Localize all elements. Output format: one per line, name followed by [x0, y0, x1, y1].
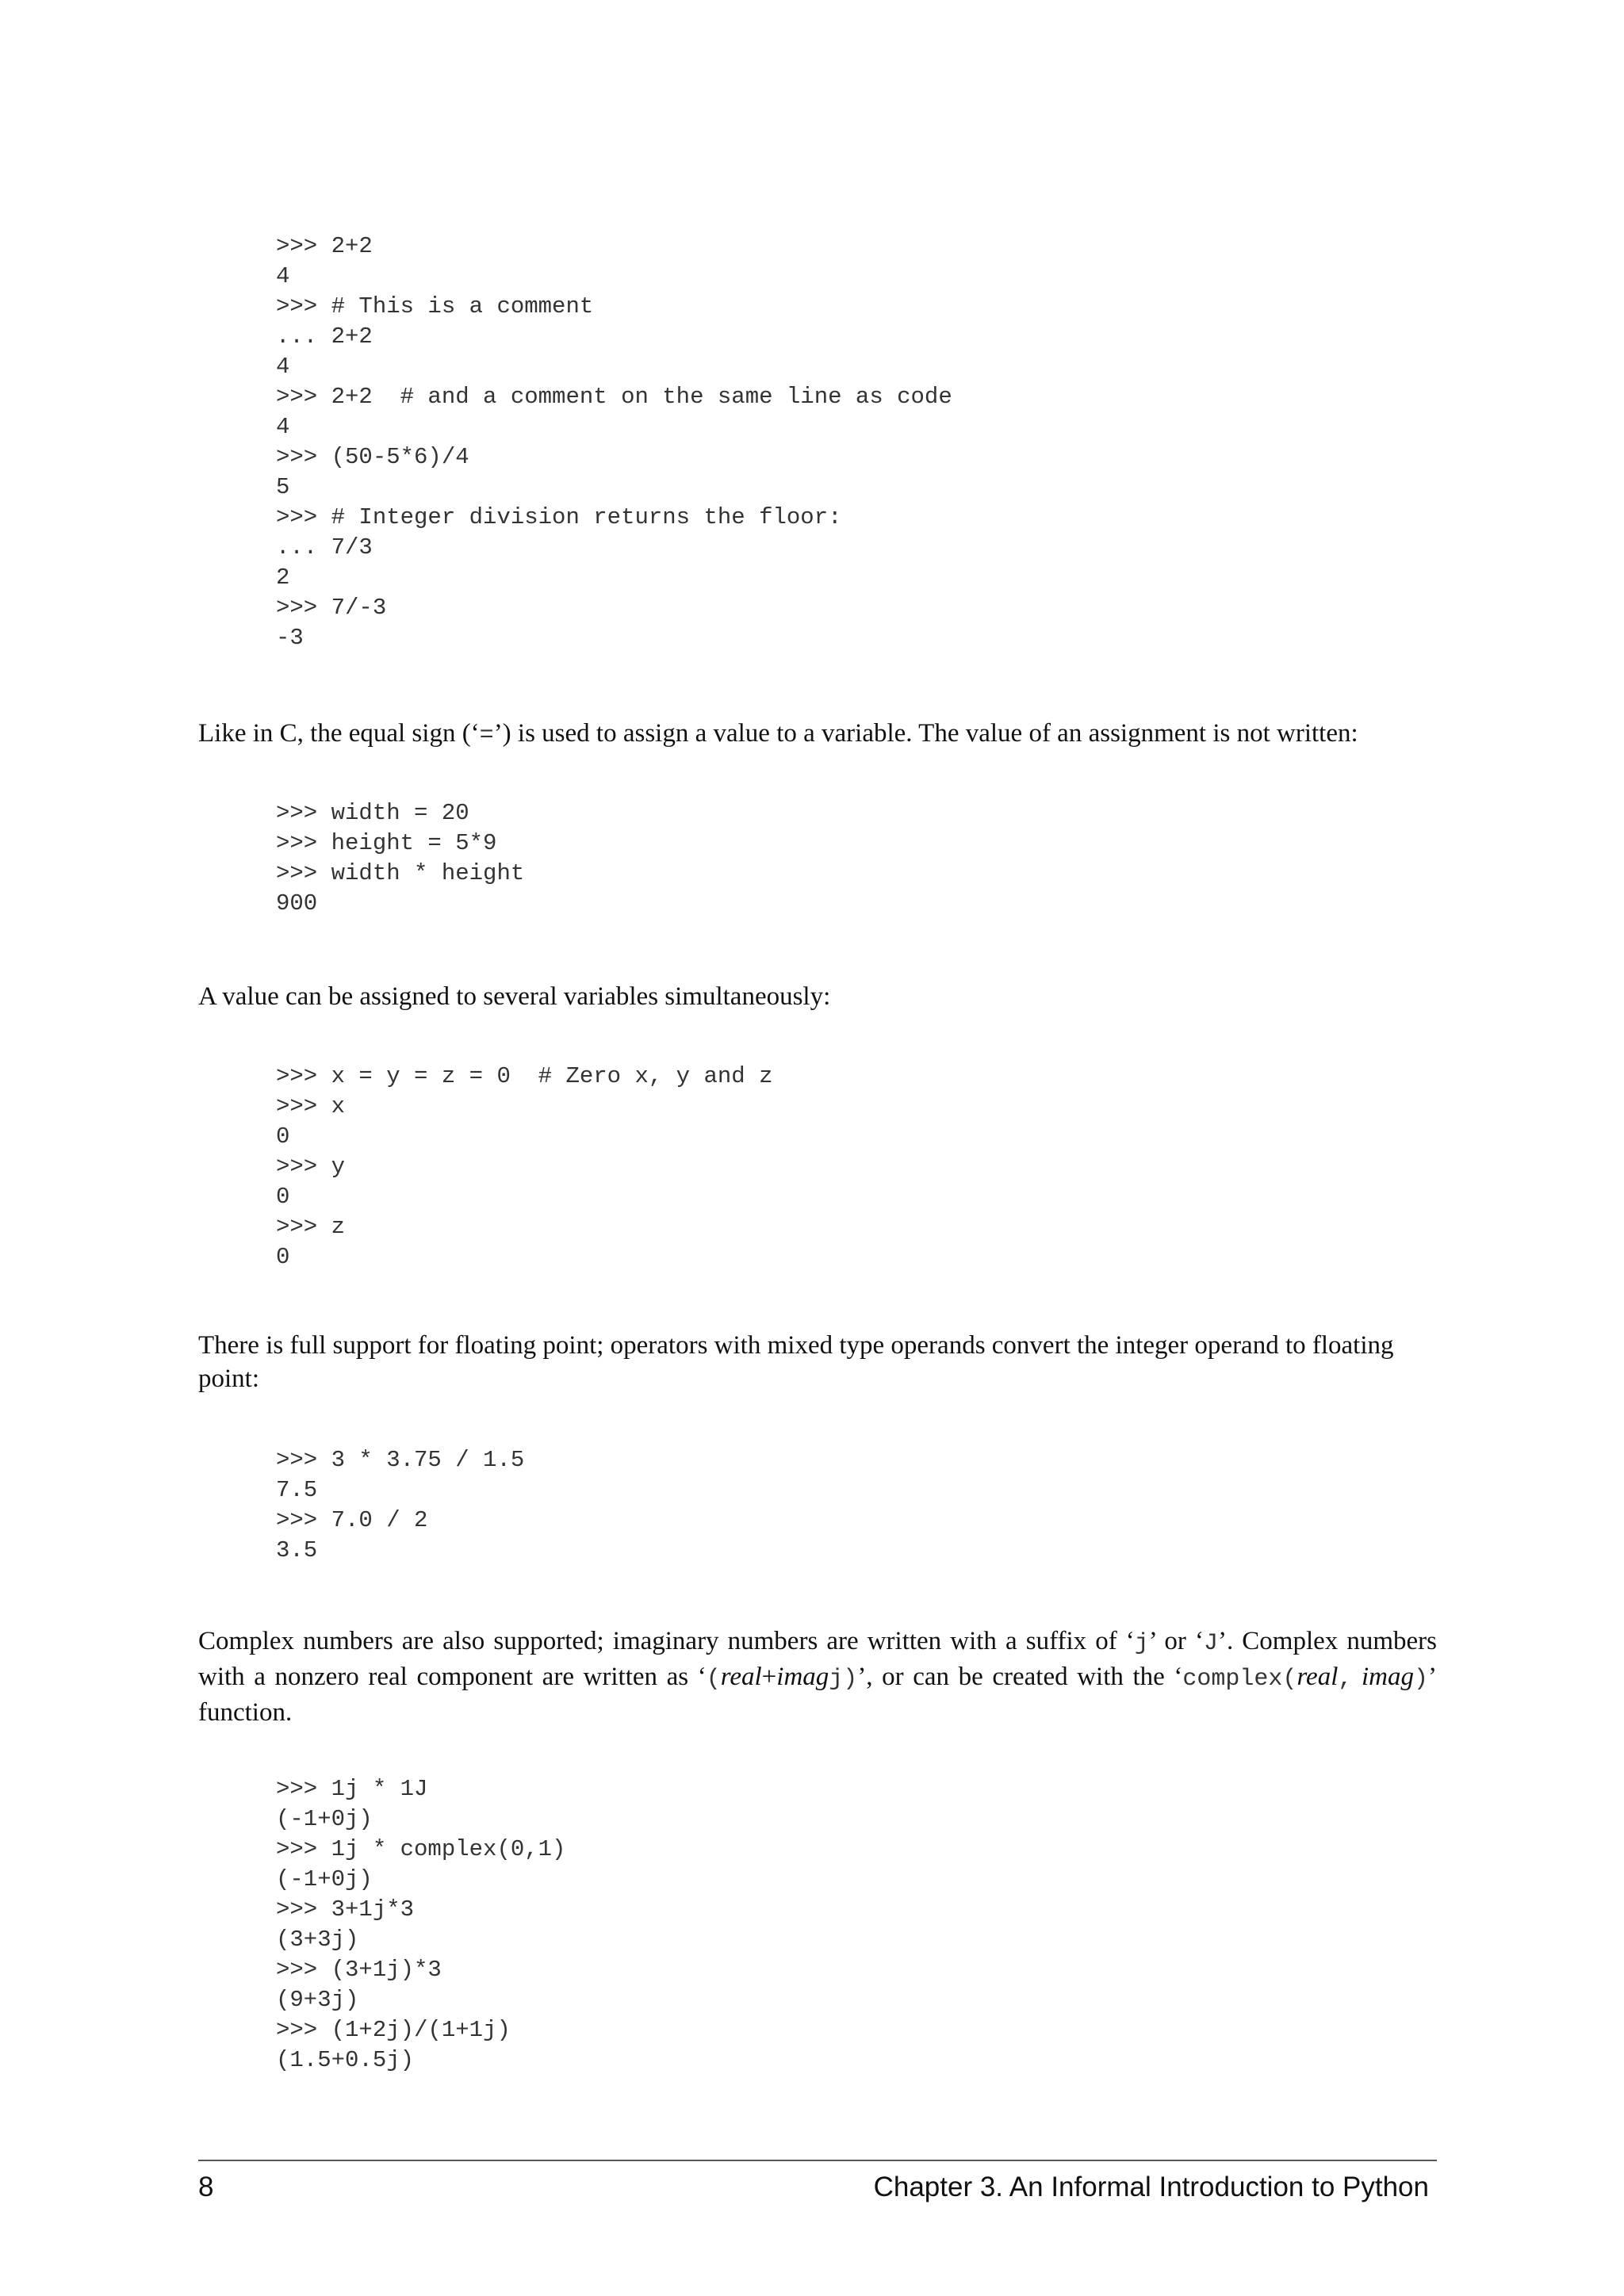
document-page	[198, 0, 1437, 2296]
code-line: >>> z	[276, 1214, 346, 1240]
code-line: >>> # Integer division returns the floor:	[276, 504, 842, 530]
code-line: >>> 2+2	[276, 233, 373, 259]
footer-rule	[198, 2160, 1437, 2161]
code-line: (3+3j)	[276, 1927, 359, 1953]
code-line: 3.5	[276, 1537, 318, 1563]
paragraph-assignment: Like in C, the equal sign (‘=’) is used to assign a value to a variable. The value of an assignment is not written:	[198, 719, 1358, 749]
code-line: 0	[276, 1123, 290, 1150]
code-line: ... 2+2	[276, 323, 373, 350]
code-line: 4	[276, 414, 290, 440]
code-line: 5	[276, 474, 290, 500]
code-line: >>> 1j * 1J	[276, 1776, 428, 1802]
page-number: 8	[198, 2172, 214, 2202]
code-line: >>> 1j * complex(0,1)	[276, 1836, 566, 1862]
code-line: >>> 7.0 / 2	[276, 1507, 428, 1533]
code-line: >>> width = 20	[276, 800, 469, 826]
chapter-title: Chapter 3. An Informal Introduction to Python	[873, 2172, 1429, 2202]
paragraph-floating-point: There is full support for floating point; operators with mixed type operands convert the integer operand to floating point:	[198, 1331, 1394, 1393]
code-line: >>> (3+1j)*3	[276, 1957, 442, 1983]
code-line: >>> 2+2 # and a comment on the same line as code	[276, 384, 952, 410]
code-block-chained-assignment	[276, 1062, 773, 1272]
code-line: ... 7/3	[276, 534, 373, 561]
code-line: 4	[276, 354, 290, 380]
code-block-complex-numbers	[276, 1774, 565, 2076]
code-block-arithmetic	[276, 232, 952, 653]
code-line: (9+3j)	[276, 1987, 359, 2013]
code-line: 900	[276, 890, 318, 916]
code-line: >>> 7/-3	[276, 595, 387, 621]
code-line: >>> 3+1j*3	[276, 1896, 415, 1923]
code-line: 0	[276, 1244, 290, 1270]
code-line: (-1+0j)	[276, 1806, 373, 1832]
code-block-floating-point	[276, 1445, 524, 1566]
code-line: >>> # This is a comment	[276, 293, 594, 320]
code-line: >>> y	[276, 1154, 346, 1180]
code-line: >>> x	[276, 1093, 346, 1119]
code-block-variables	[276, 798, 524, 919]
code-line: >>> 3 * 3.75 / 1.5	[276, 1447, 525, 1473]
code-line: >>> (1+2j)/(1+1j)	[276, 2017, 511, 2043]
code-line: >>> height = 5*9	[276, 830, 497, 856]
code-line: 2	[276, 564, 290, 591]
code-line: 4	[276, 263, 290, 289]
code-line: (-1+0j)	[276, 1866, 373, 1892]
paragraph-complex-numbers: Complex numbers are also supported; imaginary numbers are written with a suffix of ‘j’ or ‘J’. Complex numbers with a nonzero real component are written as ‘(real+imagj)’, or can be created with the ‘complex(real, imag)’ function.	[198, 1627, 1438, 1727]
code-line: -3	[276, 625, 304, 651]
code-line: 7.5	[276, 1477, 318, 1503]
code-line: 0	[276, 1184, 290, 1210]
code-line: >>> (50-5*6)/4	[276, 444, 469, 470]
code-line: >>> x = y = z = 0 # Zero x, y and z	[276, 1063, 773, 1089]
code-line: (1.5+0.5j)	[276, 2047, 415, 2073]
paragraph-multiple-assignment: A value can be assigned to several variables simultaneously:	[198, 982, 831, 1011]
code-line: >>> width * height	[276, 860, 525, 886]
